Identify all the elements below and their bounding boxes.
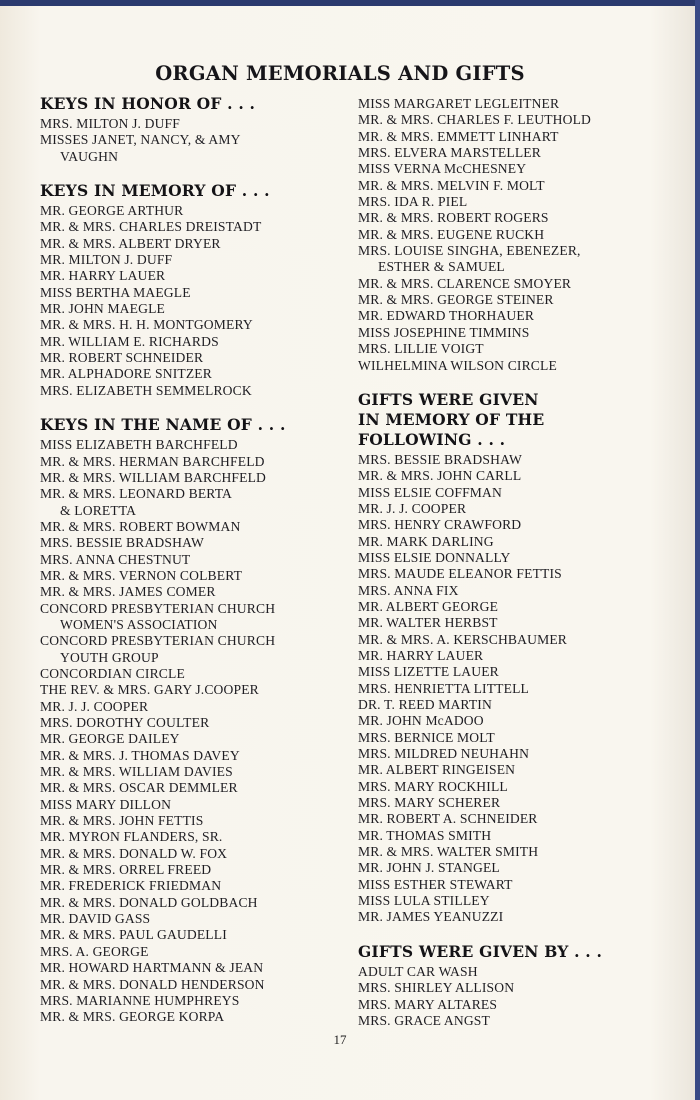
name-entry: MR. J. J. COOPER <box>358 500 467 516</box>
name-entry: MR. JOHN J. STANGEL <box>358 860 500 876</box>
name-entry: MR. & MRS. EUGENE RUCKH <box>358 226 545 242</box>
name-entry: MR. THOMAS SMITH <box>358 827 492 843</box>
name-entry: MISS LULA STILLEY <box>358 893 490 909</box>
section-continued-list <box>358 96 658 374</box>
name-entry: MR. & MRS. EMMETT LINHART <box>358 128 559 144</box>
section-keys-in-honor-of <box>40 94 340 165</box>
name-entry: MRS. MARY SCHERER <box>358 795 501 811</box>
name-entry: MRS. BESSIE BRADSHAW <box>358 451 522 467</box>
name-entry: MR. DAVID GASS <box>40 911 151 927</box>
name-entry: MRS. GRACE ANGST <box>358 1012 490 1028</box>
name-entry: MR. & MRS. WALTER SMITH <box>358 844 539 860</box>
name-entry: MR. HARRY LAUER <box>40 268 166 284</box>
left-column <box>40 94 340 1026</box>
name-continuation: ESTHER & SAMUEL <box>378 259 505 275</box>
name-entry: MRS. ELVERA MARSTELLER <box>358 145 541 161</box>
name-entry: MR. & MRS. CLARENCE SMOYER <box>358 275 572 291</box>
name-entry: MR. & MRS. CHARLES F. LEUTHOLD <box>358 112 592 128</box>
name-entry: MR. & MRS. HERMAN BARCHFELD <box>40 453 265 469</box>
name-entry: MR. MILTON J. DUFF <box>40 252 173 268</box>
name-continuation: & LORETTA <box>60 502 137 518</box>
name-entry: CONCORDIAN CIRCLE <box>40 665 185 681</box>
section-gifts-were-given-in-memory-of-the-following <box>358 390 658 926</box>
name-list <box>40 116 340 165</box>
section-heading-line: FOLLOWING . . . <box>358 429 506 449</box>
name-entry: MR. & MRS. A. KERSCHBAUMER <box>358 631 567 647</box>
name-entry: MR. & MRS. ALBERT DRYER <box>40 235 221 251</box>
name-entry: MR. & MRS. J. THOMAS DAVEY <box>40 747 240 763</box>
section-keys-in-the-name-of <box>40 415 340 1025</box>
name-entry: MR. HARRY LAUER <box>358 647 484 663</box>
name-list <box>40 203 340 399</box>
name-entry: MRS. BESSIE BRADSHAW <box>40 535 204 551</box>
name-entry: MRS. ANNA CHESTNUT <box>40 551 191 567</box>
name-entry: MR. & MRS. JOHN FETTIS <box>40 813 204 829</box>
name-entry: MISS ELSIE DONNALLY <box>358 549 511 565</box>
name-entry <box>40 633 340 666</box>
name-entry: MR. JAMES YEANUZZI <box>358 909 504 925</box>
name-entry: MRS. IDA R. PIEL <box>358 194 468 210</box>
name-entry: MR. & MRS. ROBERT BOWMAN <box>40 518 241 534</box>
name-entry: MR. & MRS. ROBERT ROGERS <box>358 210 549 226</box>
name-entry: MRS. MILDRED NEUHAHN <box>358 746 530 762</box>
name-entry: MR. JOHN MAEGLE <box>40 301 165 317</box>
name-line: MISSES JANET, NANCY, & AMY <box>40 132 241 148</box>
name-entry <box>40 132 340 165</box>
name-line: MRS. LOUISE SINGHA, EBENEZER, <box>358 243 581 259</box>
name-entry: MR. WALTER HERBST <box>358 615 498 631</box>
name-entry: ADULT CAR WASH <box>358 963 478 979</box>
name-entry: MRS. MARY ALTARES <box>358 996 498 1012</box>
name-entry: MR. GEORGE ARTHUR <box>40 203 184 219</box>
name-entry: MRS. SHIRLEY ALLISON <box>358 980 515 996</box>
name-list <box>358 964 658 1029</box>
name-entry <box>358 243 658 276</box>
name-entry: MR. FREDERICK FRIEDMAN <box>40 878 222 894</box>
name-entry: MISS ESTHER STEWART <box>358 876 513 892</box>
name-entry: MR. WILLIAM E. RICHARDS <box>40 333 219 349</box>
name-entry: MR. HOWARD HARTMANN & JEAN <box>40 960 264 976</box>
name-entry: MR. JOHN McADOO <box>358 713 484 729</box>
name-line: MR. & MRS. LEONARD BERTA <box>40 486 233 502</box>
name-entry: MR. & MRS. GEORGE STEINER <box>358 292 554 308</box>
name-line: CONCORD PRESBYTERIAN CHURCH <box>40 600 276 616</box>
name-entry: MR. ALPHADORE SNITZER <box>40 366 212 382</box>
page-binding-edge <box>695 0 700 1100</box>
section-heading: KEYS IN HONOR OF . . . <box>40 94 256 113</box>
name-entry: MR. & MRS. ORREL FREED <box>40 862 212 878</box>
name-entry: MR. & MRS. MELVIN F. MOLT <box>358 177 545 193</box>
name-entry: MR. & MRS. JOHN CARLL <box>358 468 522 484</box>
name-entry: MR. ROBERT A. SCHNEIDER <box>358 811 538 827</box>
page-top-edge <box>0 0 700 6</box>
section-spacer <box>40 399 340 415</box>
name-entry: MR. & MRS. OSCAR DEMMLER <box>40 780 238 796</box>
name-entry: MRS. MILTON J. DUFF <box>40 116 180 131</box>
name-entry: MRS. ELIZABETH SEMMELROCK <box>40 382 252 398</box>
name-entry <box>40 486 340 519</box>
page-number: 17 <box>333 1032 347 1047</box>
name-entry: WILHELMINA WILSON CIRCLE <box>358 357 557 373</box>
name-entry: MRS. MAUDE ELEANOR FETTIS <box>358 566 562 582</box>
name-entry: MRS. MARIANNE HUMPHREYS <box>40 992 240 1008</box>
name-entry: MR. & MRS. PAUL GAUDELLI <box>40 927 227 943</box>
name-line: CONCORD PRESBYTERIAN CHURCH <box>40 633 276 649</box>
section-heading-line: IN MEMORY OF THE <box>358 409 545 429</box>
name-entry: MRS. BERNICE MOLT <box>358 729 495 745</box>
name-list <box>358 452 658 926</box>
name-entry: MISS VERNA McCHESNEY <box>358 161 527 177</box>
name-entry: MRS. ANNA FIX <box>358 582 459 598</box>
name-entry: MR. & MRS. VERNON COLBERT <box>40 567 243 583</box>
name-entry: MR. ALBERT RINGEISEN <box>358 762 516 778</box>
name-entry: MISS ELSIE COFFMAN <box>358 484 502 500</box>
section-spacer <box>358 374 658 390</box>
name-entry: MR. ROBERT SCHNEIDER <box>40 350 204 366</box>
name-entry: MRS. HENRIETTA LITTELL <box>358 680 529 696</box>
name-entry: MISS LIZETTE LAUER <box>358 664 499 680</box>
section-heading: GIFTS WERE GIVEN BY . . . <box>358 941 603 961</box>
name-entry: DR. T. REED MARTIN <box>358 697 492 712</box>
name-entry: MR. & MRS. DONALD W. FOX <box>40 845 228 861</box>
section-heading-line: GIFTS WERE GIVEN <box>358 389 539 409</box>
name-entry: MR. & MRS. JAMES COMER <box>40 584 216 600</box>
name-entry: MISS MARY DILLON <box>40 796 172 812</box>
name-entry: MRS. DOROTHY COULTER <box>40 715 210 730</box>
name-entry: MRS. A. GEORGE <box>40 943 149 959</box>
section-gifts-were-given-by <box>358 942 658 1029</box>
page-title: ORGAN MEMORIALS AND GIFTS <box>155 62 525 85</box>
name-entry: MISS JOSEPHINE TIMMINS <box>358 324 530 340</box>
name-entry: MR. J. J. COOPER <box>40 698 149 714</box>
name-entry: MR. & MRS. CHARLES DREISTADT <box>40 219 262 235</box>
name-entry: MR. & MRS. H. H. MONTGOMERY <box>40 317 253 333</box>
name-list <box>40 437 340 1025</box>
name-entry: MR. GEORGE DAILEY <box>40 731 180 747</box>
name-continuation: VAUGHN <box>60 148 119 164</box>
name-entry: MR. & MRS. DONALD GOLDBACH <box>40 894 258 910</box>
name-entry: MR. MYRON FLANDERS, SR. <box>40 829 223 845</box>
name-entry: MR. & MRS. GEORGE KORPA <box>40 1009 225 1025</box>
section-heading <box>358 390 658 450</box>
name-entry: MISS BERTHA MAEGLE <box>40 284 191 300</box>
name-entry: THE REV. & MRS. GARY J.COOPER <box>40 682 259 698</box>
name-continuation: YOUTH GROUP <box>60 649 159 665</box>
name-entry <box>40 601 340 634</box>
name-entry: MR. EDWARD THORHAUER <box>358 308 535 324</box>
name-entry: MRS. MARY ROCKHILL <box>358 778 508 794</box>
name-continuation: WOMEN'S ASSOCIATION <box>60 616 218 632</box>
section-spacer <box>358 926 658 942</box>
name-entry: MR. & MRS. DONALD HENDERSON <box>40 976 265 992</box>
section-spacer <box>40 165 340 181</box>
name-entry: MR. & MRS. WILLIAM BARCHFELD <box>40 469 267 485</box>
name-entry: MISS ELIZABETH BARCHFELD <box>40 437 238 453</box>
name-entry: MR. & MRS. WILLIAM DAVIES <box>40 764 233 780</box>
name-entry: MR. ALBERT GEORGE <box>358 598 499 614</box>
section-heading: KEYS IN THE NAME OF . . . <box>40 415 286 435</box>
name-entry: MRS. LILLIE VOIGT <box>358 341 484 357</box>
name-entry: MISS MARGARET LEGLEITNER <box>358 96 560 111</box>
name-entry: MR. MARK DARLING <box>358 533 494 549</box>
section-keys-in-memory-of <box>40 181 340 399</box>
name-list <box>358 96 658 374</box>
right-column <box>358 94 658 1029</box>
section-heading: KEYS IN MEMORY OF . . . <box>40 181 270 201</box>
name-entry: MRS. HENRY CRAWFORD <box>358 517 522 533</box>
